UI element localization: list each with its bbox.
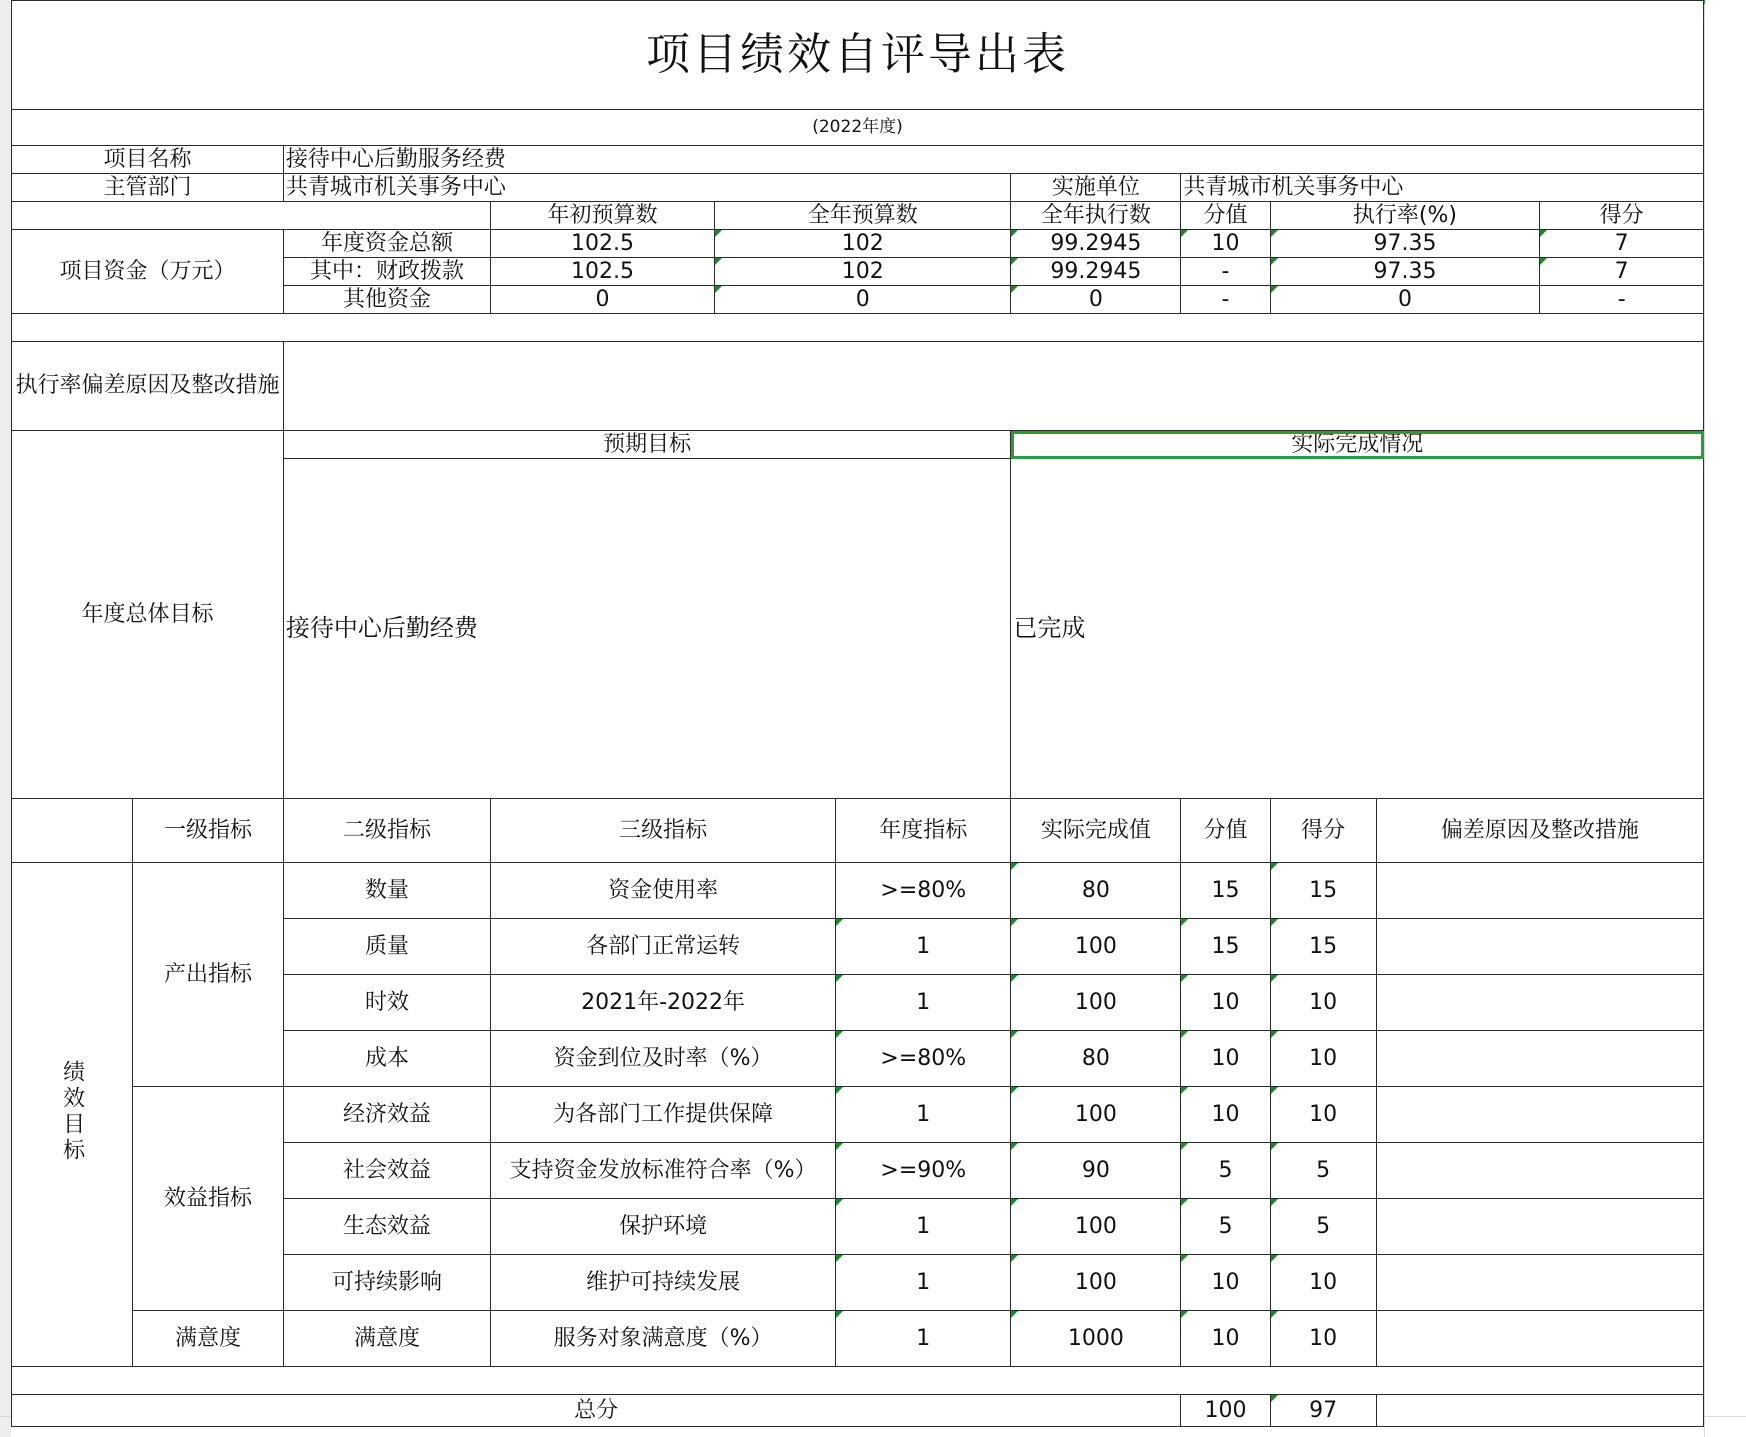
- target-cell[interactable]: >=80%: [836, 1031, 1011, 1087]
- funds-cell[interactable]: -: [1181, 286, 1270, 314]
- level2-cell[interactable]: 满意度: [283, 1311, 490, 1367]
- performance-self-evaluation-table: [11, 0, 1704, 1437]
- level2-cell[interactable]: 数量: [283, 863, 490, 919]
- actual-cell[interactable]: 80: [1011, 1031, 1181, 1087]
- score-cell[interactable]: 10: [1181, 1311, 1270, 1367]
- funds-row-label[interactable]: 其他资金: [283, 286, 490, 314]
- level3-cell[interactable]: 维护可持续发展: [491, 1255, 836, 1311]
- level2-cell[interactable]: 质量: [283, 919, 490, 975]
- funds-cell[interactable]: -: [1181, 258, 1270, 286]
- score-cell[interactable]: 10: [1181, 1255, 1270, 1311]
- reason-cell[interactable]: [1376, 1199, 1703, 1255]
- indicator-header-score[interactable]: 分值: [1181, 799, 1270, 863]
- indicator-header-actual[interactable]: 实际完成值: [1011, 799, 1181, 863]
- total-label[interactable]: 总分: [12, 1395, 1181, 1427]
- level2-cell[interactable]: 时效: [283, 975, 490, 1031]
- score-cell[interactable]: 10: [1181, 975, 1270, 1031]
- funds-row-label[interactable]: 年度资金总额: [283, 230, 490, 258]
- got-cell[interactable]: 10: [1270, 1087, 1376, 1143]
- funds-header-annual[interactable]: 全年预算数: [715, 202, 1011, 230]
- reason-cell[interactable]: [1376, 919, 1703, 975]
- impl-label[interactable]: 实施单位: [1011, 174, 1181, 202]
- indicator-header-reason[interactable]: 偏差原因及整改措施: [1376, 799, 1703, 863]
- target-cell[interactable]: 1: [836, 975, 1011, 1031]
- dept-value[interactable]: 共青城市机关事务中心: [283, 174, 1011, 202]
- level2-cell[interactable]: 成本: [283, 1031, 490, 1087]
- indicator-header-target[interactable]: 年度指标: [836, 799, 1011, 863]
- level1-satisfaction[interactable]: 满意度: [133, 1311, 284, 1367]
- funds-cell[interactable]: -: [1540, 286, 1704, 314]
- actual-cell[interactable]: 80: [1011, 863, 1181, 919]
- funds-cell[interactable]: 97.35: [1270, 230, 1540, 258]
- project-name-label[interactable]: 项目名称: [12, 146, 284, 174]
- got-cell[interactable]: 10: [1270, 1031, 1376, 1087]
- target-cell[interactable]: 1: [836, 1255, 1011, 1311]
- funds-cell[interactable]: 102.5: [491, 230, 715, 258]
- expected-goal-header[interactable]: 预期目标: [283, 431, 1011, 459]
- deviation-value[interactable]: [283, 342, 1703, 431]
- reason-cell[interactable]: [1376, 1087, 1703, 1143]
- funds-cell[interactable]: 7: [1540, 258, 1704, 286]
- level2-cell[interactable]: 社会效益: [283, 1143, 490, 1199]
- total-score[interactable]: 100: [1181, 1395, 1270, 1427]
- level2-cell[interactable]: 经济效益: [283, 1087, 490, 1143]
- funds-cell[interactable]: 0: [1011, 286, 1181, 314]
- level1-benefit[interactable]: 效益指标: [133, 1087, 284, 1311]
- performance-goal-text: 绩效目标: [59, 1059, 85, 1164]
- indicator-header-blank[interactable]: [12, 799, 133, 863]
- score-cell[interactable]: 15: [1181, 919, 1270, 975]
- actual-cell[interactable]: 1000: [1011, 1311, 1181, 1367]
- actual-goal-header[interactable]: 实际完成情况: [1011, 431, 1704, 459]
- fiscal-year[interactable]: (2022年度): [12, 110, 1704, 146]
- deviation-label-text: 执行率偏差原因及整改措施: [15, 372, 280, 398]
- got-cell[interactable]: 5: [1270, 1143, 1376, 1199]
- reason-cell[interactable]: [1376, 1255, 1703, 1311]
- target-cell[interactable]: >=90%: [836, 1143, 1011, 1199]
- level1-output[interactable]: 产出指标: [133, 863, 284, 1087]
- funds-header-blank[interactable]: [12, 202, 491, 230]
- reason-cell[interactable]: [1376, 975, 1703, 1031]
- total-got[interactable]: 97: [1270, 1395, 1376, 1427]
- funds-cell[interactable]: 102.5: [491, 258, 715, 286]
- expected-goal-value[interactable]: 接待中心后勤经费: [283, 459, 1011, 799]
- funds-cell[interactable]: 0: [1270, 286, 1540, 314]
- spacer-row[interactable]: [12, 1367, 1704, 1395]
- indicator-header-got[interactable]: 得分: [1270, 799, 1376, 863]
- level2-cell[interactable]: 可持续影响: [283, 1255, 490, 1311]
- impl-value[interactable]: 共青城市机关事务中心: [1181, 174, 1704, 202]
- project-name[interactable]: 接待中心后勤服务经费: [283, 146, 1703, 174]
- spacer-row[interactable]: [12, 314, 1704, 342]
- funds-header-initial[interactable]: 年初预算数: [491, 202, 715, 230]
- funds-cell[interactable]: 97.35: [1270, 258, 1540, 286]
- actual-goal-value[interactable]: 已完成: [1011, 459, 1704, 799]
- level3-cell[interactable]: 资金到位及时率（%）: [491, 1031, 836, 1087]
- target-cell[interactable]: 1: [836, 1311, 1011, 1367]
- level3-cell[interactable]: 各部门正常运转: [491, 919, 836, 975]
- reason-cell[interactable]: [1376, 863, 1703, 919]
- level3-cell[interactable]: 2021年-2022年: [491, 975, 836, 1031]
- level3-cell[interactable]: 为各部门工作提供保障: [491, 1087, 836, 1143]
- actual-cell[interactable]: 100: [1011, 1087, 1181, 1143]
- level2-cell[interactable]: 生态效益: [283, 1199, 490, 1255]
- actual-cell[interactable]: 100: [1011, 975, 1181, 1031]
- funds-header-rate[interactable]: 执行率(%): [1270, 202, 1540, 230]
- score-cell[interactable]: 5: [1181, 1143, 1270, 1199]
- deviation-label[interactable]: [12, 342, 284, 431]
- funds-row-label[interactable]: 其中：财政拨款: [283, 258, 490, 286]
- score-cell[interactable]: 15: [1181, 863, 1270, 919]
- indicator-header-l3[interactable]: 三级指标: [491, 799, 836, 863]
- actual-cell[interactable]: 100: [1011, 1255, 1181, 1311]
- got-cell[interactable]: 5: [1270, 1199, 1376, 1255]
- level3-cell[interactable]: 服务对象满意度（%）: [491, 1311, 836, 1367]
- got-cell[interactable]: 15: [1270, 919, 1376, 975]
- funds-cell[interactable]: 0: [491, 286, 715, 314]
- level3-cell[interactable]: 资金使用率: [491, 863, 836, 919]
- funds-header-got[interactable]: 得分: [1540, 202, 1704, 230]
- funds-cell[interactable]: 10: [1181, 230, 1270, 258]
- score-cell[interactable]: 5: [1181, 1199, 1270, 1255]
- target-cell[interactable]: >=80%: [836, 863, 1011, 919]
- gridline: [1704, 0, 1705, 1437]
- actual-cell[interactable]: 90: [1011, 1143, 1181, 1199]
- score-cell[interactable]: 10: [1181, 1031, 1270, 1087]
- reason-cell[interactable]: [1376, 1031, 1703, 1087]
- trailing-space: [12, 1427, 1704, 1437]
- target-cell[interactable]: 1: [836, 1087, 1011, 1143]
- indicator-header-l2[interactable]: 二级指标: [283, 799, 490, 863]
- dept-label[interactable]: 主管部门: [12, 174, 284, 202]
- funds-header-executed[interactable]: 全年执行数: [1011, 202, 1181, 230]
- sheet-title[interactable]: 项目绩效自评导出表: [12, 1, 1704, 110]
- funds-cell[interactable]: 102: [715, 230, 1011, 258]
- funds-cell[interactable]: 99.2945: [1011, 230, 1181, 258]
- reason-cell[interactable]: [1376, 1143, 1703, 1199]
- funds-cell[interactable]: 7: [1540, 230, 1704, 258]
- actual-cell[interactable]: 100: [1011, 1199, 1181, 1255]
- got-cell[interactable]: 10: [1270, 1255, 1376, 1311]
- got-cell[interactable]: 10: [1270, 975, 1376, 1031]
- got-cell[interactable]: 10: [1270, 1311, 1376, 1367]
- indicator-header-l1[interactable]: 一级指标: [133, 799, 284, 863]
- level3-cell[interactable]: 保护环境: [491, 1199, 836, 1255]
- target-cell[interactable]: 1: [836, 919, 1011, 975]
- funds-label[interactable]: 项目资金（万元）: [12, 230, 284, 314]
- actual-cell[interactable]: 100: [1011, 919, 1181, 975]
- funds-cell[interactable]: 0: [715, 286, 1011, 314]
- reason-cell[interactable]: [1376, 1311, 1703, 1367]
- score-cell[interactable]: 10: [1181, 1087, 1270, 1143]
- funds-cell[interactable]: 102: [715, 258, 1011, 286]
- level3-cell[interactable]: 支持资金发放标准符合率（%）: [491, 1143, 836, 1199]
- annual-goal-label[interactable]: 年度总体目标: [12, 431, 284, 799]
- funds-header-score[interactable]: 分值: [1181, 202, 1270, 230]
- funds-cell[interactable]: 99.2945: [1011, 258, 1181, 286]
- target-cell[interactable]: 1: [836, 1199, 1011, 1255]
- got-cell[interactable]: 15: [1270, 863, 1376, 919]
- performance-goal-label[interactable]: [12, 863, 133, 1367]
- total-reason[interactable]: [1376, 1395, 1703, 1427]
